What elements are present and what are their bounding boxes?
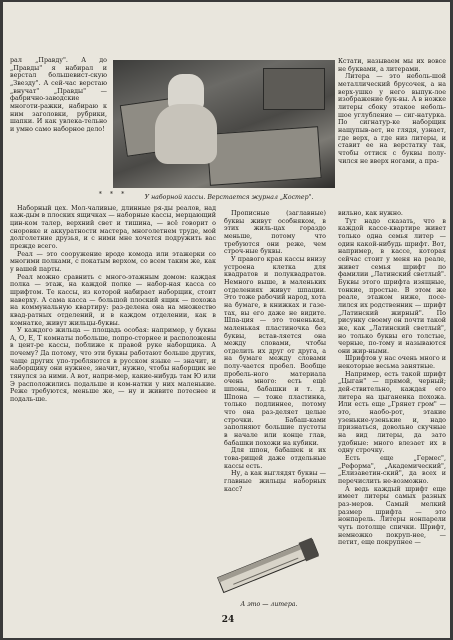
column-middle — [224, 210, 326, 493]
type-letter-illustration — [209, 534, 327, 598]
paragraph: Литера — это неболь-шой металлический брусочек, а на верх-ушко у него выпук-лое изображение бук-вы. А в ножке литеры сбоку этакое неболь-шое углубление — сиг-натурка. По сигнатур-ке наборщик нащупыв-ает, не глядя, узнает, где верх, а где низ литеры, и ставит ее на верстатку так, чтобы оттиск с буквы полу-чился не вверх ногами, а пра- — [338, 73, 446, 165]
paragraph: Например, есть такой шрифт „Цыган" — прямой, черный; дей-ствительно, каждая его литера на цыганенка похожа. Или есть еще „Грянет гром" — это, наобо-рот, этакие узенькие-узенькие и, надо признаться, довольно скучные на вид литеры, да зато удобные: много влезает их в одну строчку. — [338, 370, 446, 455]
paragraph: Прописные (заглавные) буквы живут особняком, в этих жиль-цах гораздо меньше, потому что требуются они реже, чем строч-ные буквы. — [224, 210, 326, 256]
column-right-bottom — [338, 210, 446, 547]
column-left-top — [10, 57, 107, 134]
paragraph: вильно, как нужно. — [338, 210, 403, 217]
page-number: 24 — [221, 615, 235, 625]
paragraph: рал „Правду". А до „Правды" я набирал и верстал большевист-скую „Звезду". А сей-час верстаю „внучат" „Правды" — фабрично-заводские многоти-ражки, набираю к ним заголовки, рубрики, шапки. И как увлека-тельно и умно само наборное дело! — [10, 57, 107, 133]
photo-caption: У наборной кассы. Верстается журнал „Костер". — [144, 194, 314, 201]
paragraph: Реал можно сравнить с много-этажным домом: каждая полка — этаж, на каждой полке — набор-ная касса со шрифтом. Те кассы, из которой набирает наборщик, стоит наверху. А сама касса — большой плоский ящик — похожа на коммунальную квартиру: раз-делена она на множество квад-ратных отделений, и в каждом отделении, как в комнатке, живут жильцы-буквы. — [10, 273, 216, 327]
paragraph: У правого края кассы внизу устроена клетка для квадратов и полуквадратов. Немного выше, в маленьких отделениях живут шпации. Это тоже рабочий народ, хота на бумаге, в книжках и газе-тах, вы его даже не видите. Шпа-ция — это тоненькая, маленькая пластиночка без буквы, встав-ляется она между словами, чтобы отделить их друг от друга, а на бумаге между словами полу-чается пробел. Вообще пробель-ного материала очень много: есть ещё шпоны, бабашки и т. д. Шпона — тоже пластинка, только подлиннее, потому что она раз-деляет целые строчки. Бабаш-ками заполняют большие пустоты в начале или конце глав, бабашки похожи на кубики. — [224, 255, 326, 447]
paragraph: Реал — это сооружение вроде комода или этажерки со многими полками, с покатым верхом, со всем таким же, как у вашей парты. — [10, 250, 216, 273]
section-divider: * * * — [98, 191, 128, 198]
paragraph: Ну, а как выглядят буквы — главные жильцы наборных касс? — [224, 470, 326, 493]
column-left-bottom — [10, 186, 216, 404]
paragraph: А ведь каждый шрифт еще имеет литеры самых разных раз-меров. Самый мелкий размер шрифта — это нонпарель. Литеры нонпарели чуть потолще спички. Шрифт, немножко покруп-нее, — петит, еще покрупнее — — [338, 485, 446, 547]
paragraph: Есть еще „Гермес", „Реформа", „Академический", „Елизаветин-ский", да всех и перечислить не-возможно. — [338, 455, 446, 485]
paragraph: Шрифтов у нас очень много и некоторые весьма занятные. — [338, 355, 446, 371]
typesetting-photo — [113, 60, 335, 188]
paragraph: Тут надо сказать, что в каждой кассе-квартире живет только одна семья литер — один какой-нибудь шрифт. Вот, например, в кассе, которая сейчас стоит у меня на реале, живет семья шрифт по фамилии „Латинский светлый". Буквы этого шрифта изящные, тонкие, простые. В этом же реале, этажом ниже, посе-лился их родственник — шрифт „Латинский жирный". По рисунку своему он почти такой же, как „Латинский светлый", но только буквы его толстые, черные, по-тому и называются они жир-ными. — [338, 217, 446, 355]
column-right-top — [338, 58, 446, 165]
paragraph: Кстати, называем мы их вовсе не буквами, а литерами. — [338, 58, 446, 73]
paragraph: Для шпон, бабашек и их това-рищей даже отдельные кассы есть. — [224, 447, 326, 470]
paragraph: У каждого жильца — площадь особая: например, у буквы А, О, Е, Т комнаты побольше, попро-сторнее и расположены в цент-ре кассы, поближе к правой руке наборщика. А почему? Да потому, что эти буквы работают больше других, чаще других упо-требляются в русском языке — значит, и наборщику они нужнее, значит, нужно, чтобы наборщик не тянулся за ними. А вот, напри-мер, какие-нибудь там Ю или Э расположились подальше и ком-натки у них маленькие. Реже требуются, меньше же, — ну и живите потеснее и подаль-ше. — [10, 327, 216, 404]
magazine-page — [3, 2, 450, 638]
illustration-caption: А это — литера. — [240, 601, 298, 608]
paragraph: Наборный цех. Мол-чаливые, длинные ря-ды реалов, над каж-дым в плоских ящичках — наборные кассы, мерцающий цин-ком талер, верхний свет и тишина, — всё говорит о сноровке и аккуратности мастера, многолетнем труде, мой долголетние друзья, и с ними мне хочется подружить вас прежде всего. — [10, 204, 216, 250]
